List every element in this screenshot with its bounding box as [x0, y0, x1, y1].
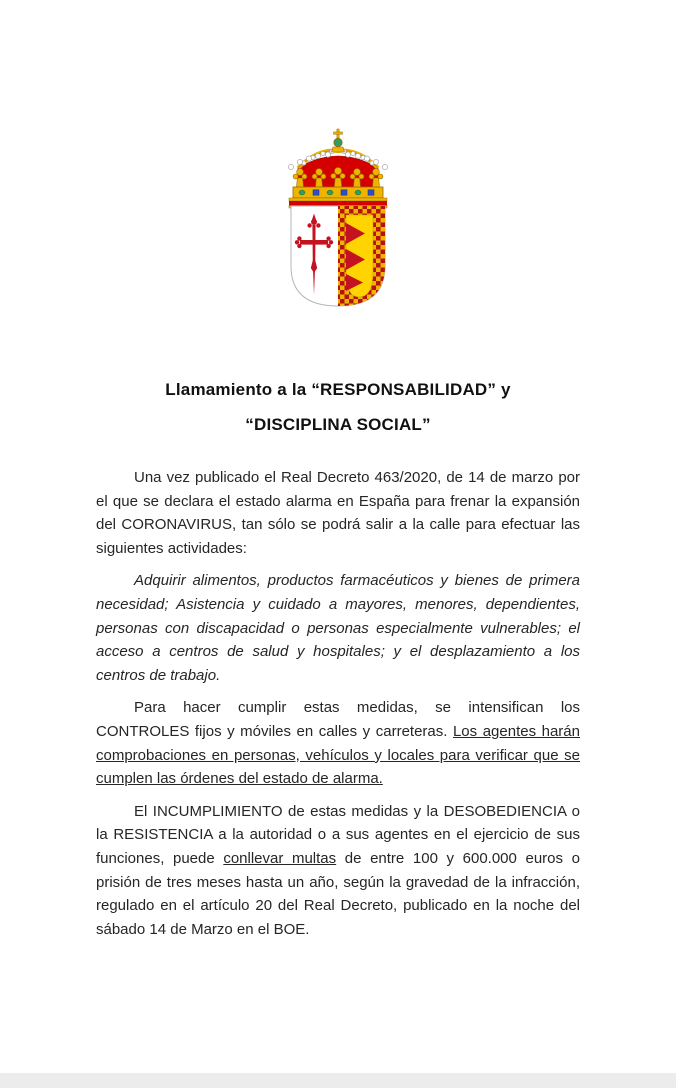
controles-text: Para hacer cumplir estas medidas, se intensifican los CONTROLES fijos y móviles en calles y carreteras. — [96, 699, 580, 740]
coat-of-arms — [286, 128, 390, 310]
controles-underlined-text: Los agentes harán comprobaciones en personas, vehículos y locales para verificar que se cumplen las órdenes del estado de alarma. — [96, 722, 580, 788]
title-line-2: “DISCIPLINA SOCIAL” — [245, 415, 431, 434]
document-page — [0, 128, 676, 941]
title-line-1: Llamamiento a la “RESPONSABILIDAD” y — [165, 380, 511, 399]
paragraph-actividades: Adquirir alimentos, productos farmacéuticos y bienes de primera necesidad; Asistencia y cuidado a mayores, menores, dependientes, personas con discapacidad o personas especialmente vulnerables; el acceso a centros de salud y hospitales; y el desplazamiento a los centros de trabajo. — [96, 572, 580, 684]
document-body — [96, 466, 580, 941]
incumplimiento-text-2: de entre 100 y 600.000 euros o prisión de tres meses hasta un año, según la gravedad de la infracción, regulado en el artículo 20 del Real Decreto, publicado en la noche del sábado 14 de Marzo en el BOE. — [96, 849, 580, 938]
paragraph-decreto: Una vez publicado el Real Decreto 463/2020, de 14 de marzo por el que se declara el estado alarma en España para frenar la expansión del CORONAVIRUS, tan sólo se podrá salir a la calle para efectuar las siguientes actividades: — [96, 469, 580, 557]
incumplimiento-text-1: El INCUMPLIMIENTO de estas medidas y la DESOBEDIENCIA o la RESISTENCIA a la autoridad o a sus agentes en el ejercicio de sus funciones, puede — [96, 802, 580, 867]
royal-crown-icon — [288, 129, 387, 208]
paragraph-incumplimiento — [96, 800, 580, 942]
shield-icon — [291, 206, 385, 310]
paragraph-controles — [96, 696, 580, 790]
page-title — [0, 372, 676, 442]
bottom-strip — [0, 1073, 676, 1088]
crown-monde-cross-icon — [332, 129, 345, 152]
multas-underlined-text: conllevar multas — [223, 849, 337, 867]
